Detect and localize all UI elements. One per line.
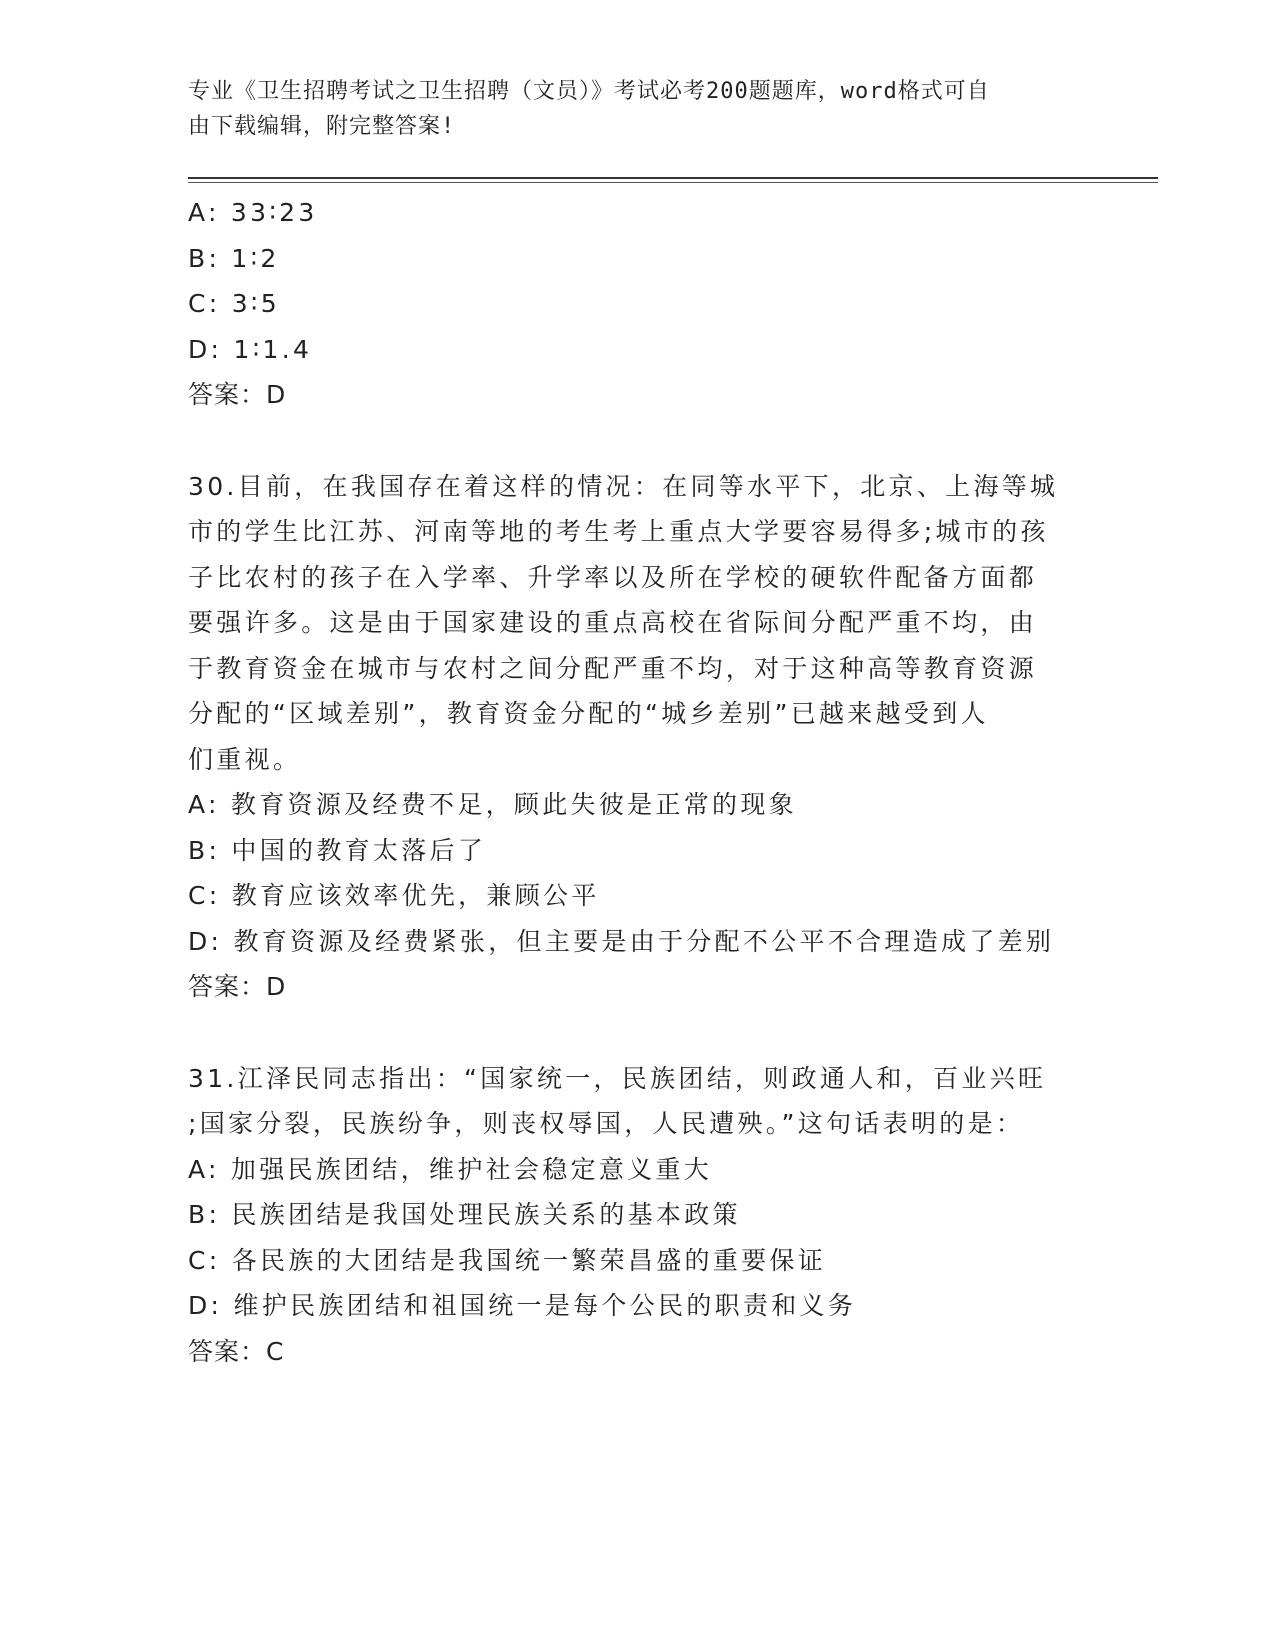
option-a: A: 33∶23 bbox=[188, 198, 318, 227]
option-d: D: 教育资源及经费紧张，但主要是由于分配不公平不合理造成了差别 bbox=[188, 926, 1055, 956]
answer-line: 答案：C bbox=[188, 1336, 285, 1366]
question-stem-line: 于教育资金在城市与农村之间分配严重不均，对于这种高等教育资源 bbox=[188, 653, 1038, 683]
question-stem-line: 子比农村的孩子在入学率、升学率以及所在学校的硬软件配备方面都 bbox=[188, 562, 1038, 592]
header-line: 由下载编辑，附完整答案! bbox=[188, 114, 456, 139]
option-d: D: 维护民族团结和祖国统一是每个公民的职责和义务 bbox=[188, 1291, 857, 1320]
header-divider bbox=[188, 177, 1158, 179]
question-31 bbox=[188, 1056, 1088, 1375]
option-c: C: 3∶5 bbox=[188, 289, 280, 318]
option-b: B: 中国的教育太落后了 bbox=[188, 835, 487, 865]
question-stem-line: 31.江泽民同志指出：“国家统一，民族团结，则政通人和，百业兴旺 bbox=[188, 1063, 1047, 1093]
question-30 bbox=[188, 464, 1088, 1010]
header-line: 专业《卫生招聘考试之卫生招聘（文员）》考试必考200题题库，word格式可自 bbox=[188, 79, 990, 104]
option-a: A: 教育资源及经费不足，顾此失彼是正常的现象 bbox=[188, 790, 797, 819]
document-header bbox=[188, 74, 1068, 144]
question-stem-line: 分配的“区域差别”，教育资金分配的“城乡差别”已越来越受到人 bbox=[188, 699, 989, 728]
option-a: A: 加强民族团结，维护社会稳定意义重大 bbox=[188, 1154, 713, 1184]
question-stem-line: 们重视。 bbox=[188, 744, 302, 774]
question-stem-line: 要强许多。这是由于国家建设的重点高校在省际间分配严重不均，由 bbox=[188, 608, 1038, 637]
option-d: D: 1∶1.4 bbox=[188, 334, 313, 364]
header-divider-thin bbox=[188, 182, 1158, 183]
option-b: B: 1∶2 bbox=[188, 243, 280, 273]
answer-line: 答案：D bbox=[188, 972, 287, 1001]
answer-line: 答案：D bbox=[188, 380, 287, 409]
question-stem-line: 30.目前，在我国存在着这样的情况：在同等水平下，北京、上海等城 bbox=[188, 471, 1059, 501]
option-c: C: 教育应该效率优先，兼顾公平 bbox=[188, 881, 600, 910]
question-stem-line: 市的学生比江苏、河南等地的考生考上重点大学要容易得多;城市的孩 bbox=[188, 517, 1049, 546]
question-29 bbox=[188, 190, 1088, 418]
option-c: C: 各民族的大团结是我国统一繁荣昌盛的重要保证 bbox=[188, 1245, 827, 1275]
question-content bbox=[188, 190, 1088, 1374]
option-b: B: 民族团结是我国处理民族关系的基本政策 bbox=[188, 1200, 741, 1229]
question-stem-line: ;国家分裂，民族纷争，则丧权辱国，人民遭殃。”这句话表明的是： bbox=[188, 1109, 1025, 1138]
